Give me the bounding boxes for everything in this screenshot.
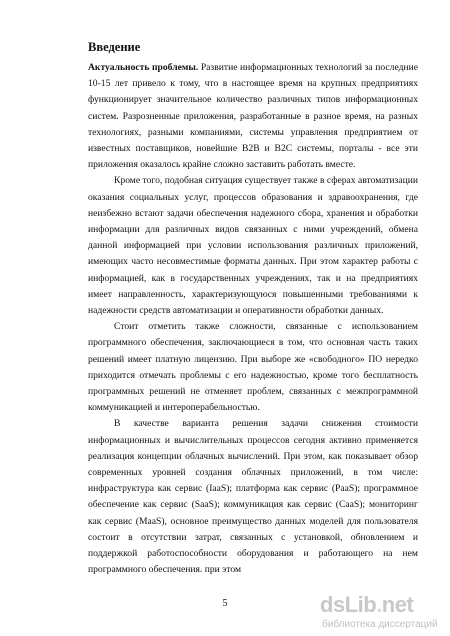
watermark-subtitle: библиотека диссертаций — [322, 619, 438, 630]
paragraph-4: В качестве варианта решения задачи снижения стоимости информационных и вычислительных процессов сегодня активно применяется реализация концепции облачных вычислений. При этом, как показывает обзор современных уровней создания облачных приложений, в том числе: инфраструктура как сервис (IaaS); платформа как сервис (PaaS); программное обеспечение как сервис (SaaS); коммуникация как сервис (CaaS); мониторинг как сервис (MaaS), основное преимущество данных моделей для пользователя состоит в отсутствии затрат, связанных с установкой, обновлением и поддержкой работоспособности оборудования и работающего на нем программного обеспечения. при этом — [88, 418, 418, 576]
paragraph-3: Стоит отметить также сложности, связанные с использованием программного обеспечения, заключающиеся в том, что основная часть таких решений имеет платную лицензию. При выборе же «свободного» ПО нередко приходится отмечать проблемы с его надежностью, кроме того бесплатность программных решений не отменяет проблем, связанных с межпрограммной коммуникацией и интероперабельностью. — [88, 321, 418, 414]
body-text — [88, 60, 418, 579]
paragraph-1-lead: Актуальность проблемы. — [88, 62, 199, 73]
watermark-logo: dsLib.net — [320, 592, 414, 617]
section-heading: Введение — [88, 40, 141, 54]
page-number: 5 — [222, 598, 228, 609]
paragraph-2: Кроме того, подобная ситуация существует также в сферах автоматизации оказания социальных услуг, процессов образования и здравоохранения, где неизбежно встают задачи обеспечения надежного сбора, хранения и обработки информации для различных видов связанных с ними учреждений, обмена данной информацией при условии использования различных приложений, имеющих часто несовместимые форматы данных. При этом характер работы с информацией, как в государственных учреждениях, так и на предприятиях имеет направленность, характеризующуюся повышенными требованиями к надежности средств автоматизации и оперативности обработки данных. — [88, 175, 418, 317]
paragraph-1 — [88, 60, 418, 173]
paragraph-1-body: Развитие информационных технологий за последние 10-15 лет привело к тому, что в настоящее время на крупных предприятиях функционирует значительное количество различных типов информационных систем. Разрозненные приложения, разработанные в разное время, на разных технологиях, разными компаниями, системы управления предприятием от известных поставщиков, новейшие B2B и B2C системы, порталы - все эти приложения оказалось крайне сложно заставить работать вместе. — [88, 62, 418, 171]
watermark — [320, 592, 438, 632]
